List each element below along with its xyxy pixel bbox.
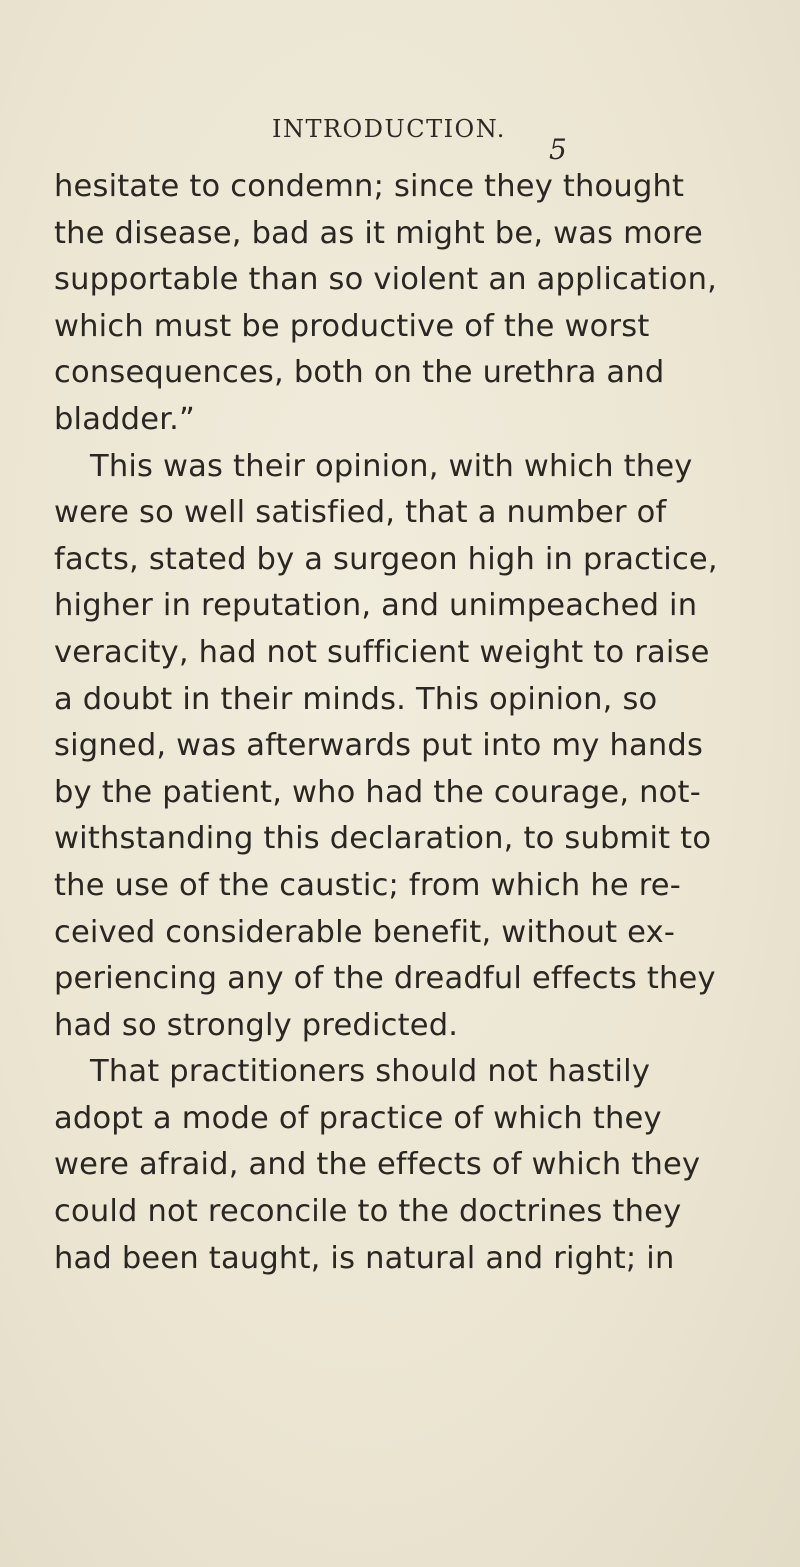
- text-line: could not reconcile to the doctrines they: [54, 1194, 682, 1230]
- text-line: facts, stated by a surgeon high in practice,: [54, 541, 718, 577]
- text-line: veracity, had not sufficient weight to raise: [54, 634, 710, 670]
- text-line: by the patient, who had the courage, not-: [54, 774, 701, 810]
- text-line: supportable than so violent an application,: [54, 262, 717, 298]
- text-line: were so well satisfied, that a number of: [54, 495, 667, 531]
- text-line: adopt a mode of practice of which they: [54, 1100, 662, 1136]
- text-line: the disease, bad as it might be, was more: [54, 215, 703, 251]
- text-line: signed, was afterwards put into my hands: [54, 728, 704, 764]
- text-line: periencing any of the dreadful effects they: [54, 961, 716, 997]
- paragraph-start-line: That practitioners should not hastily: [90, 1054, 651, 1090]
- running-head: [0, 115, 800, 166]
- text-line: withstanding this declaration, to submit to: [54, 821, 712, 857]
- text-line: bladder.”: [54, 401, 196, 437]
- text-line: had been taught, is natural and right; in: [54, 1240, 675, 1276]
- text-line: the use of the caustic; from which he re-: [54, 867, 681, 903]
- paragraph-start-line: This was their opinion, with which they: [90, 448, 693, 484]
- text-line: ceived considerable benefit, without ex-: [54, 914, 676, 950]
- text-line: which must be productive of the worst: [54, 308, 650, 344]
- running-title: INTRODUCTION.: [272, 115, 506, 143]
- text-line: higher in reputation, and unimpeached in: [54, 588, 698, 624]
- text-line: consequences, both on the urethra and: [54, 355, 665, 391]
- page-number: 5: [549, 133, 567, 166]
- text-line: hesitate to condemn; since they thought: [54, 169, 685, 204]
- text-line: were afraid, and the effects of which they: [54, 1147, 701, 1183]
- text-line: a doubt in their minds. This opinion, so: [54, 681, 658, 717]
- body-text: [54, 164, 796, 1282]
- text-line: had so strongly predicted.: [54, 1007, 459, 1043]
